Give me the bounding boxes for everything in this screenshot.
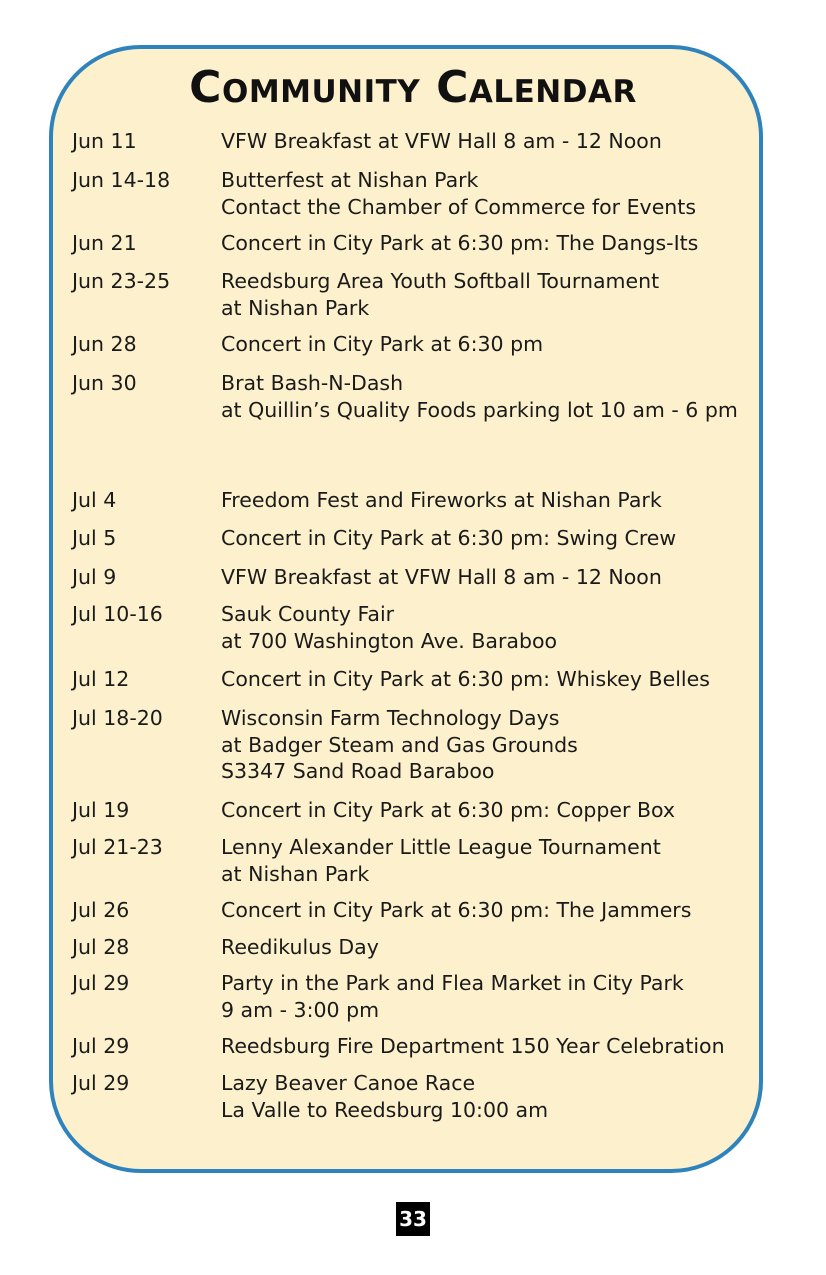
event-date: Jun 28 [72,332,137,356]
event-description: Reedsburg Fire Department 150 Year Celebration [221,1034,725,1058]
event-date: Jun 11 [72,129,137,153]
event-date: Jul 18-20 [72,706,163,730]
page-title: Community Calendar [189,62,637,113]
event-date: Jun 21 [72,231,137,255]
event-date: Jul 26 [72,898,130,922]
event-description: Freedom Fest and Fireworks at Nishan Park [221,488,662,512]
event-description: Concert in City Park at 6:30 pm [221,332,544,356]
event-description: Wisconsin Farm Technology Days at Badger Steam and Gas Grounds S3347 Sand Road Baraboo [221,706,578,783]
event-date: Jul 9 [72,565,117,589]
event-description: Sauk County Fair at 700 Washington Ave. Baraboo [221,602,558,653]
page-number: 33 [396,1202,430,1236]
event-date: Jul 12 [72,667,130,691]
event-date: Jul 19 [72,798,130,822]
event-description: Concert in City Park at 6:30 pm: Whiskey Belles [221,667,710,691]
event-description: Butterfest at Nishan Park Contact the Chamber of Commerce for Events [221,168,697,219]
event-date: Jun 23-25 [72,269,171,293]
event-description: Concert in City Park at 6:30 pm: The Jammers [221,898,692,922]
event-description: Party in the Park and Flea Market in City Park 9 am - 3:00 pm [221,971,684,1022]
event-description: VFW Breakfast at VFW Hall 8 am - 12 Noon [221,565,662,589]
event-description: Lenny Alexander Little League Tournament at Nishan Park [221,835,661,886]
event-description: Reedsburg Area Youth Softball Tournament at Nishan Park [221,269,660,320]
event-description: VFW Breakfast at VFW Hall 8 am - 12 Noon [221,129,662,153]
event-date: Jul 4 [72,488,117,512]
event-date: Jul 29 [72,971,130,995]
event-date: Jun 14-18 [72,168,171,192]
event-date: Jul 29 [72,1071,130,1095]
event-description: Concert in City Park at 6:30 pm: Swing Crew [221,526,677,550]
event-description: Lazy Beaver Canoe Race La Valle to Reedsburg 10:00 am [221,1071,549,1122]
event-date: Jul 5 [72,526,117,550]
event-description: Brat Bash-N-Dash at Quillin’s Quality Foods parking lot 10 am - 6 pm [221,371,738,422]
event-date: Jul 21-23 [72,835,163,859]
event-date: Jun 30 [72,371,137,395]
event-date: Jul 28 [72,935,130,959]
event-description: Concert in City Park at 6:30 pm: Copper Box [221,798,676,822]
event-description: Reedikulus Day [221,935,379,959]
event-description: Concert in City Park at 6:30 pm: The Dangs-Its [221,231,699,255]
event-date: Jul 29 [72,1034,130,1058]
event-date: Jul 10-16 [72,602,163,626]
